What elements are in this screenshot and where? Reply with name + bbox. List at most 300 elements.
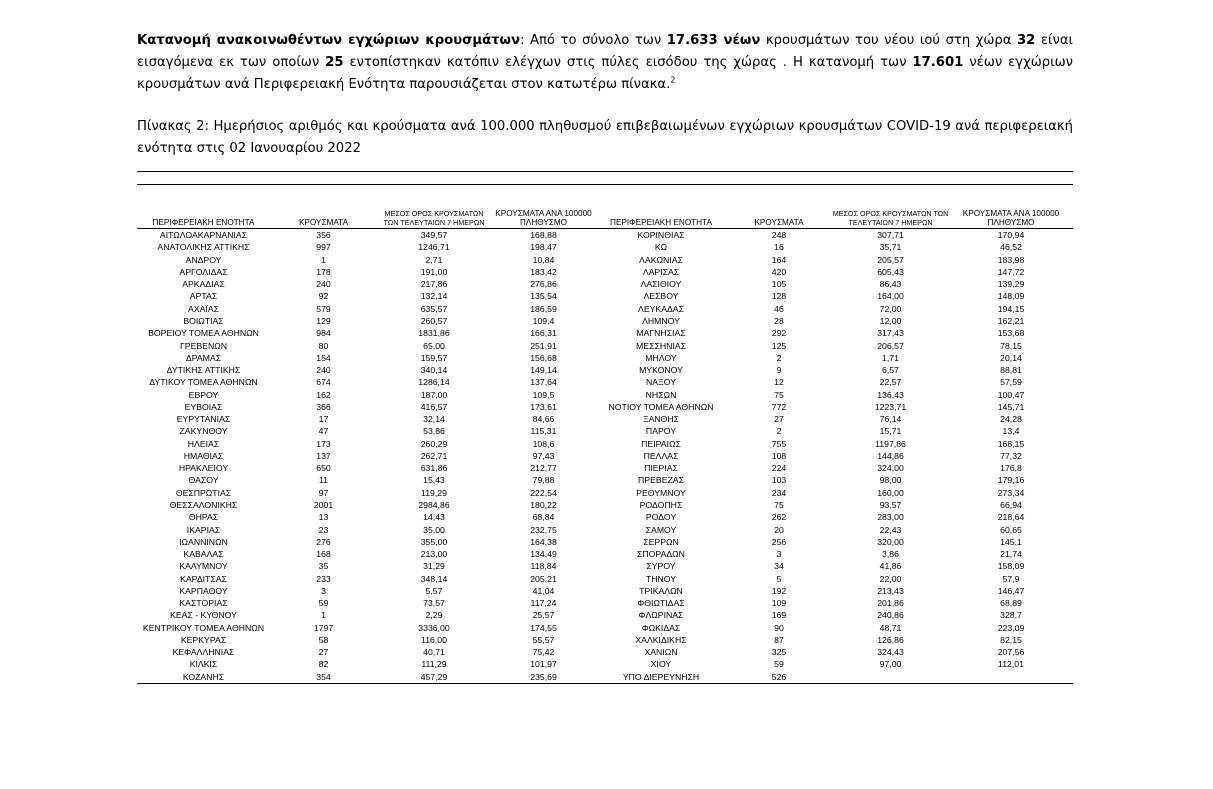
table-row <box>137 572 1073 584</box>
cell-cases: 128 <box>771 291 787 302</box>
cell-cases: 16 <box>774 242 784 253</box>
cell-avg7: 76,14 <box>879 414 902 425</box>
table-row <box>137 560 1073 572</box>
cell-cases: 103 <box>771 475 787 486</box>
cell-unit: ΚΑΡΠΑΘΟΥ <box>179 585 228 596</box>
cell-per100k: 222,54 <box>530 487 557 498</box>
cell-per100k: 82,15 <box>1000 634 1022 645</box>
cell-avg7: 240,86 <box>877 610 904 621</box>
cell-unit: ΖΑΚΥΝΘΟΥ <box>179 426 228 437</box>
cell-per100k: 13,4 <box>1002 426 1020 437</box>
cell-per100k: 173,61 <box>530 401 557 412</box>
cell-per100k: 198,47 <box>530 242 557 253</box>
cell-avg7: 2984,86 <box>418 499 450 510</box>
cell-cases: 356 <box>316 230 331 241</box>
cell-unit: ΗΡΑΚΛΕΙΟΥ <box>178 463 229 474</box>
cell-per100k: 112,01 <box>998 659 1024 670</box>
cell-cases: 168 <box>316 549 331 560</box>
cell-avg7: 22,00 <box>879 573 902 584</box>
cell-unit: ΚΩ <box>654 242 668 253</box>
cell-per100k: 168,15 <box>997 438 1025 449</box>
cell-avg7: 317,43 <box>877 328 904 339</box>
cell-cases: 240 <box>316 365 331 376</box>
cell-per100k: 68,84 <box>532 512 555 523</box>
cell-avg7: 6,57 <box>882 365 899 376</box>
intro-gate-cases: 25 <box>325 55 344 70</box>
cell-per100k: 166,31 <box>530 328 557 339</box>
cell-avg7: 416,57 <box>420 401 448 412</box>
cell-unit: ΗΜΑΘΙΑΣ <box>183 450 224 461</box>
cell-per100k: 109,4 <box>532 315 555 326</box>
cell-avg7: 86,43 <box>879 279 902 290</box>
cell-per100k: 156,68 <box>530 352 557 363</box>
cell-per100k: 183,42 <box>530 266 557 277</box>
table-header-row <box>137 206 1073 229</box>
cell-unit: ΛΗΜΝΟΥ <box>642 315 680 326</box>
intro-total-cases: 17.633 νέων <box>666 33 761 48</box>
table-row <box>137 413 1073 425</box>
cell-avg7: 160,00 <box>877 487 904 498</box>
cell-cases: 108 <box>771 450 787 461</box>
cell-avg7: 12,00 <box>879 315 902 326</box>
cell-per100k: 176,8 <box>1000 463 1022 474</box>
cell-per100k: 276,86 <box>530 279 557 290</box>
cell-per100k: 232,75 <box>530 524 557 535</box>
cell-per100k: 118,84 <box>530 561 557 572</box>
cell-per100k: 251,91 <box>530 340 557 351</box>
cell-per100k: 57,59 <box>1000 377 1022 388</box>
cell-avg7: 111,29 <box>421 659 447 670</box>
cell-unit: ΠΕΛΛΑΣ <box>643 450 679 461</box>
cell-avg7: 136,43 <box>877 389 904 400</box>
cell-avg7: 283,00 <box>877 512 904 523</box>
cell-avg7: 340,14 <box>420 365 448 376</box>
cell-cases: 256 <box>771 536 787 547</box>
cell-cases: 28 <box>774 315 784 326</box>
intro-domestic-cases: 17.601 <box>912 55 964 70</box>
cell-cases: 17 <box>318 414 329 425</box>
cell-per100k: 194,15 <box>997 303 1025 314</box>
cell-unit: ΣΠΟΡΑΔΩΝ <box>637 549 685 560</box>
cell-per100k: 212,77 <box>530 463 557 474</box>
cell-cases: 325 <box>771 647 787 658</box>
cell-avg7: 260,29 <box>420 438 448 449</box>
cell-cases: 109 <box>771 598 787 609</box>
cell-cases: 3 <box>321 585 326 596</box>
table-row <box>137 658 1073 670</box>
cell-unit: ΘΕΣΠΡΩΤΙΑΣ <box>175 487 232 498</box>
cell-unit: ΒΟΙΩΤΙΑΣ <box>183 315 224 326</box>
cell-avg7: 98,00 <box>879 475 902 486</box>
cell-per100k: 235,69 <box>491 671 596 684</box>
intro-text-1: : Από το σύνολο των <box>520 33 667 48</box>
cell-unit: ΑΙΤΩΛΟΑΚΑΡΝΑΝΙΑΣ <box>159 230 248 241</box>
cell-avg7: 1286,14 <box>418 377 450 388</box>
cell-per100k: 10,84 <box>532 254 555 265</box>
table-row <box>137 462 1073 474</box>
cell-avg7: 93,57 <box>879 499 902 510</box>
cell-cases: 47 <box>318 426 329 437</box>
cell-cases: 92 <box>318 291 329 302</box>
table-row <box>137 303 1073 315</box>
cell-avg7: 35,00 <box>423 524 445 535</box>
cell-unit: ΕΥΡΥΤΑΝΙΑΣ <box>176 414 231 425</box>
cell-per100k: 117,24 <box>530 598 557 609</box>
cell-per100k: 179,16 <box>997 475 1025 486</box>
cell-per100k: 162,21 <box>997 315 1025 326</box>
table-row <box>137 327 1073 339</box>
cell-cases: 23 <box>318 524 329 535</box>
cell-unit: ΧΑΛΚΙΔΙΚΗΣ <box>635 634 687 645</box>
intro-text-4: εντοπίστηκαν κατόπιν ελέγχων στις πύλες εισόδου της χώρας . Η κατανομή των <box>343 55 913 70</box>
cell-unit: ΒΟΡΕΙΟΥ ΤΟΜΕΑ ΑΘΗΝΩΝ <box>148 328 259 339</box>
cell-unit: ΚΑΛΥΜΝΟΥ <box>179 561 228 572</box>
table-row <box>137 548 1073 560</box>
cell-per100k: 137,64 <box>530 377 557 388</box>
cell-unit: ΧΙΟΥ <box>650 659 672 670</box>
cell-cases: 20 <box>774 524 784 535</box>
cell-unit: ΤΗΝΟΥ <box>645 573 677 584</box>
cell-avg7: 14,43 <box>423 512 445 523</box>
cell-per100k: 158,09 <box>997 561 1025 572</box>
cell-avg7: 97,00 <box>879 659 902 670</box>
cell-unit: ΞΑΝΘΗΣ <box>642 414 680 425</box>
cell-avg7: 159,57 <box>420 352 448 363</box>
cell-avg7: 132,14 <box>420 291 448 302</box>
cell-avg7: 213,00 <box>420 549 448 560</box>
cell-avg7: 164,00 <box>877 291 904 302</box>
cell-avg7: 5,57 <box>425 585 443 596</box>
cell-cases: 59 <box>774 659 784 670</box>
cell-unit: ΜΕΣΣΗΝΙΑΣ <box>636 340 686 351</box>
cell-unit: ΘΗΡΑΣ <box>188 512 219 523</box>
cell-avg7: 191,00 <box>420 266 448 277</box>
intro-text-2: κρουσμάτων του νέου ιού στη χώρα <box>760 33 1017 48</box>
cell-avg7: 32,14 <box>423 414 445 425</box>
cell-cases: 12 <box>774 377 784 388</box>
cell-per100k: 20,14 <box>1000 352 1022 363</box>
cell-per100k: 100,47 <box>997 389 1025 400</box>
cell-per100k: 41,04 <box>532 585 555 596</box>
cell-unit: ΡΟΔΟΠΗΣ <box>639 499 683 510</box>
table-row <box>137 364 1073 376</box>
cell-unit: ΚΕΡΚΥΡΑΣ <box>180 634 227 645</box>
table-row <box>137 597 1073 609</box>
cell-cases: 58 <box>318 634 329 645</box>
cell-unit: ΝΗΣΩΝ <box>645 389 677 400</box>
cell-per100k: 101,97 <box>530 659 557 670</box>
cell-per100k: 223,09 <box>997 622 1025 633</box>
intro-paragraph <box>137 30 1073 96</box>
cell-avg7: 1246,71 <box>418 242 450 253</box>
cell-avg7: 1,71 <box>882 352 899 363</box>
cell-cases: 82 <box>318 659 329 670</box>
cell-unit: ΙΚΑΡΙΑΣ <box>186 524 221 535</box>
cell-cases: 129 <box>316 315 331 326</box>
cell-cases: 755 <box>771 438 787 449</box>
table-row <box>137 425 1073 437</box>
cell-per100k: 218,64 <box>997 512 1025 523</box>
cell-cases: 9 <box>776 365 782 376</box>
cell-cases: 75 <box>774 389 784 400</box>
cell-per100k: 145,71 <box>997 401 1025 412</box>
cell-unit: ΦΛΩΡΙΝΑΣ <box>638 610 684 621</box>
table-row <box>137 585 1073 597</box>
cell-per100k: 88,81 <box>1000 365 1022 376</box>
cell-unit: ΚΕΦΑΛΛΗΝΙΑΣ <box>172 647 235 658</box>
footnote-marker: 2 <box>670 75 676 85</box>
cell-cases: 192 <box>771 585 787 596</box>
cell-per100k: 134,49 <box>530 549 557 560</box>
cell-per100k: 149,14 <box>530 365 557 376</box>
table-row <box>137 266 1073 278</box>
cell-cases: 276 <box>316 536 331 547</box>
cell-avg7: 48,71 <box>879 622 902 633</box>
cell-cases: 262 <box>771 512 787 523</box>
cell-avg7 <box>832 671 949 684</box>
cell-unit: ΜΗΛΟΥ <box>645 352 677 363</box>
cell-unit: ΛΕΣΒΟΥ <box>643 291 679 302</box>
cell-per100k: 55,57 <box>532 634 555 645</box>
cell-per100k: 170,94 <box>997 230 1025 241</box>
table-row <box>137 499 1073 511</box>
table-row <box>137 315 1073 327</box>
cell-per100k: 139,29 <box>997 279 1025 290</box>
cell-per100k: 186,59 <box>530 303 557 314</box>
intro-heading: Κατανομή ανακοινωθέντων εγχώριων κρουσμάτων <box>137 33 520 48</box>
cell-unit: ΦΘΙΩΤΙΔΑΣ <box>637 598 685 609</box>
table-second-rule <box>137 184 1073 185</box>
cell-cases: 169 <box>771 610 787 621</box>
table-row <box>137 634 1073 646</box>
table-row <box>137 254 1073 266</box>
cell-per100k: 135,54 <box>530 291 557 302</box>
cell-per100k: 21,74 <box>1000 549 1022 560</box>
cell-avg7: 635,57 <box>420 303 448 314</box>
cell-unit: ΠΡΕΒΕΖΑΣ <box>638 475 684 486</box>
cell-cases: 164 <box>771 254 787 265</box>
cell-per100k: 164,38 <box>530 536 557 547</box>
cell-cases: 366 <box>316 401 331 412</box>
cell-avg7: 260,57 <box>420 315 448 326</box>
cell-cases: 1797 <box>313 622 334 633</box>
cases-table <box>137 206 1073 684</box>
table-row <box>137 339 1073 351</box>
cell-cases: 1 <box>321 610 326 621</box>
cell-cases: 178 <box>316 266 331 277</box>
table-row <box>137 523 1073 535</box>
cell-cases: 2 <box>776 426 782 437</box>
cell-avg7: 217,86 <box>420 279 448 290</box>
cell-unit: ΛΑΚΩΝΙΑΣ <box>639 254 683 265</box>
cell-cases: 984 <box>316 328 331 339</box>
cell-avg7: 2,71 <box>425 254 443 265</box>
col-header-avg7: ΜΕΣΟΣ ΟΡΟΣ ΚΡΟΥΣΜΑΤΩΝ ΤΩΝ ΤΕΛΕΥΤΑΙΩΝ 7 ΗΜΕΡΩΝ <box>832 206 949 229</box>
table-row <box>137 352 1073 364</box>
cell-cases: 579 <box>316 303 331 314</box>
cell-cases: 125 <box>771 340 787 351</box>
cell-avg7: 119,29 <box>421 487 447 498</box>
cell-cases: 3 <box>776 549 782 560</box>
cell-unit: ΝΑΞΟΥ <box>646 377 676 388</box>
cell-avg7: 1831,86 <box>418 328 450 339</box>
cell-cases: 420 <box>771 266 787 277</box>
cell-avg7: 631,86 <box>420 463 448 474</box>
intro-text-3: είναι εισαγόμενα εκ των οποίων <box>137 33 1073 70</box>
cell-per100k: 146,47 <box>997 585 1025 596</box>
table-row <box>137 438 1073 450</box>
cell-avg7: 213,43 <box>877 585 904 596</box>
cell-unit: ΘΑΣΟΥ <box>188 475 219 486</box>
cell-per100k: 97,43 <box>532 450 555 461</box>
cell-per100k: 77,32 <box>1000 450 1022 461</box>
cell-cases: 35 <box>318 561 329 572</box>
cell-unit: ΚΕΑΣ - ΚΥΘΝΟΥ <box>170 610 237 621</box>
cell-avg7: 53,86 <box>423 426 445 437</box>
cell-unit: ΕΒΡΟΥ <box>188 389 219 400</box>
cell-cases: 80 <box>318 340 329 351</box>
cell-per100k: 207,56 <box>997 647 1025 658</box>
cell-per100k: 24,28 <box>1000 414 1022 425</box>
cell-avg7: 41,86 <box>879 561 902 572</box>
cell-avg7: 355,00 <box>420 536 448 547</box>
cell-avg7: 348,14 <box>420 573 448 584</box>
cell-per100k: 78,15 <box>1000 340 1022 351</box>
cell-avg7: 15,71 <box>879 426 902 437</box>
cell-unit: ΕΥΒΟΙΑΣ <box>184 401 223 412</box>
cell-unit: ΤΡΙΚΑΛΩΝ <box>639 585 683 596</box>
table-row <box>137 487 1073 499</box>
cell-unit: ΣΕΡΡΩΝ <box>643 536 679 547</box>
cell-cases: 27 <box>318 647 329 658</box>
cell-unit: ΔΡΑΜΑΣ <box>185 352 222 363</box>
cell-per100k: 273,34 <box>997 487 1025 498</box>
cell-per100k: 57,9 <box>1002 573 1020 584</box>
cell-cases: 224 <box>771 463 787 474</box>
col-header-avg7: ΜΕΣΟΣ ΟΡΟΣ ΚΡΟΥΣΜΑΤΩΝ ΤΩΝ ΤΕΛΕΥΤΑΙΩΝ 7 ΗΜΕΡΩΝ <box>377 206 491 229</box>
cell-unit: ΚΑΒΑΛΑΣ <box>183 549 224 560</box>
cell-avg7: 307,71 <box>877 230 904 241</box>
intro-text-5: νέων εγχώριων κρουσμάτων ανά Περιφερειακή Ενότητα παρουσιάζεται στον κατωτέρω πίνακα. <box>137 55 1073 92</box>
col-header-per100k: ΚΡΟΥΣΜΑΤΑ ΑΝΑ 100000 ΠΛΗΘΥΣΜΟ <box>949 206 1073 229</box>
cell-avg7: 65,00 <box>423 340 445 351</box>
cell-cases: 674 <box>316 377 331 388</box>
cell-unit: ΧΑΝΙΩΝ <box>644 647 678 658</box>
cell-cases: 2001 <box>313 499 334 510</box>
cell-unit: ΜΥΚΟΝΟΥ <box>639 365 683 376</box>
cell-cases: 90 <box>774 622 784 633</box>
cell-per100k: 205,21 <box>530 573 557 584</box>
table-caption: Πίνακας 2: Ημερήσιος αριθμός και κρούσματα ανά 100.000 πληθυσμού επιβεβαιωμένων εγχώριων κρουσμάτων COVID-19 ανά περιφερειακή ενότητα στις 02 Ιανουαρίου 2022 <box>137 119 1073 156</box>
cell-per100k: 174,55 <box>530 622 557 633</box>
cell-avg7: 605,43 <box>877 266 904 277</box>
cell-cases: 233 <box>316 573 331 584</box>
table-row <box>137 290 1073 302</box>
table-row <box>137 536 1073 548</box>
table-top-rule <box>137 171 1073 172</box>
table-row <box>137 278 1073 290</box>
cell-avg7: 3336,00 <box>418 622 450 633</box>
cell-unit: ΗΛΕΙΑΣ <box>187 438 220 449</box>
cell-per100k: 66,94 <box>1000 499 1022 510</box>
cell-unit: ΚΑΡΔΙΤΣΑΣ <box>180 573 227 584</box>
cell-per100k: 25,57 <box>532 610 555 621</box>
table-row <box>137 646 1073 658</box>
cell-per100k: 147,72 <box>997 266 1025 277</box>
cell-cases: 1 <box>321 254 326 265</box>
cell-per100k: 84,66 <box>532 414 555 425</box>
cell-cases: 248 <box>771 230 787 241</box>
cell-avg7: 201,86 <box>877 598 904 609</box>
cell-unit: ΚΑΣΤΟΡΙΑΣ <box>179 598 228 609</box>
table-row <box>137 622 1073 634</box>
cell-cases: 34 <box>774 561 784 572</box>
cell-unit: ΡΟΔΟΥ <box>645 512 677 523</box>
col-header-unit: ΠΕΡΙΦΕΡΕΙΑΚΗ ΕΝΟΤΗΤΑ <box>596 206 726 229</box>
cell-avg7: 187,00 <box>420 389 448 400</box>
col-header-unit: ΠΕΡΙΦΕΡΕΙΑΚΗ ΕΝΟΤΗΤΑ <box>137 206 270 229</box>
cell-unit: ΠΕΙΡΑΙΩΣ <box>641 438 681 449</box>
cell-avg7: 324,43 <box>877 647 904 658</box>
table-row <box>137 388 1073 400</box>
cell-per100k: 145,1 <box>1000 536 1022 547</box>
cell-cases: 354 <box>270 671 377 684</box>
cell-unit: ΑΡΤΑΣ <box>189 291 218 302</box>
cell-unit: ΛΑΣΙΘΙΟΥ <box>640 279 682 290</box>
cell-per100k: 183,98 <box>997 254 1025 265</box>
cell-cases: 75 <box>774 499 784 510</box>
cell-avg7: 206,57 <box>877 340 904 351</box>
cell-cases: 162 <box>316 389 331 400</box>
cell-unit: ΑΧΑΪΑΣ <box>188 303 219 314</box>
cell-unit: ΑΡΓΟΛΙΔΑΣ <box>179 266 228 277</box>
cell-unit: ΚΕΝΤΡΙΚΟΥ ΤΟΜΕΑ ΑΘΗΝΩΝ <box>142 622 265 633</box>
table-row <box>137 450 1073 462</box>
cell-avg7: 144,86 <box>877 450 904 461</box>
cell-avg7: 349,57 <box>420 230 448 241</box>
cell-per100k: 79,88 <box>532 475 555 486</box>
cell-unit: ΦΩΚΙΔΑΣ <box>641 622 681 633</box>
cell-unit: ΜΑΓΝΗΣΙΑΣ <box>636 328 686 339</box>
cell-per100k: 153,68 <box>997 328 1025 339</box>
cell-unit: ΛΕΥΚΑΔΑΣ <box>638 303 684 314</box>
cell-unit: ΓΡΕΒΕΝΩΝ <box>179 340 227 351</box>
cell-per100k: 46,52 <box>1000 242 1022 253</box>
cell-avg7: 15,43 <box>423 475 445 486</box>
cell-per100k: 60,65 <box>1000 524 1022 535</box>
cell-unit: ΙΩΑΝΝΙΝΩΝ <box>179 536 228 547</box>
cell-unit: ΘΕΣΣΑΛΟΝΙΚΗΣ <box>169 499 238 510</box>
cell-unit: ΑΡΚΑΔΙΑΣ <box>182 279 225 290</box>
cell-avg7: 126,86 <box>877 634 904 645</box>
cell-unit: ΚΙΛΚΙΣ <box>189 659 218 670</box>
table-row <box>137 671 1073 684</box>
cell-per100k: 75,42 <box>532 647 555 658</box>
cell-per100k: 328,7 <box>1000 610 1022 621</box>
cell-avg7: 116,00 <box>421 634 447 645</box>
cell-avg7: 1223,71 <box>874 401 907 412</box>
cell-cases: 46 <box>774 303 784 314</box>
cell-avg7: 324,00 <box>877 463 904 474</box>
cell-unit: ΠΑΡΟΥ <box>645 426 677 437</box>
cell-cases: 997 <box>316 242 331 253</box>
cell-avg7: 72,00 <box>879 303 902 314</box>
cell-avg7: 35,71 <box>879 242 902 253</box>
cell-unit: ΡΕΘΥΜΝΟΥ <box>636 487 686 498</box>
cell-unit: ΠΙΕΡΙΑΣ <box>644 463 678 474</box>
cell-unit: ΣΑΜΟΥ <box>645 524 677 535</box>
cell-unit: ΚΟΡΙΝΘΙΑΣ <box>637 230 685 241</box>
